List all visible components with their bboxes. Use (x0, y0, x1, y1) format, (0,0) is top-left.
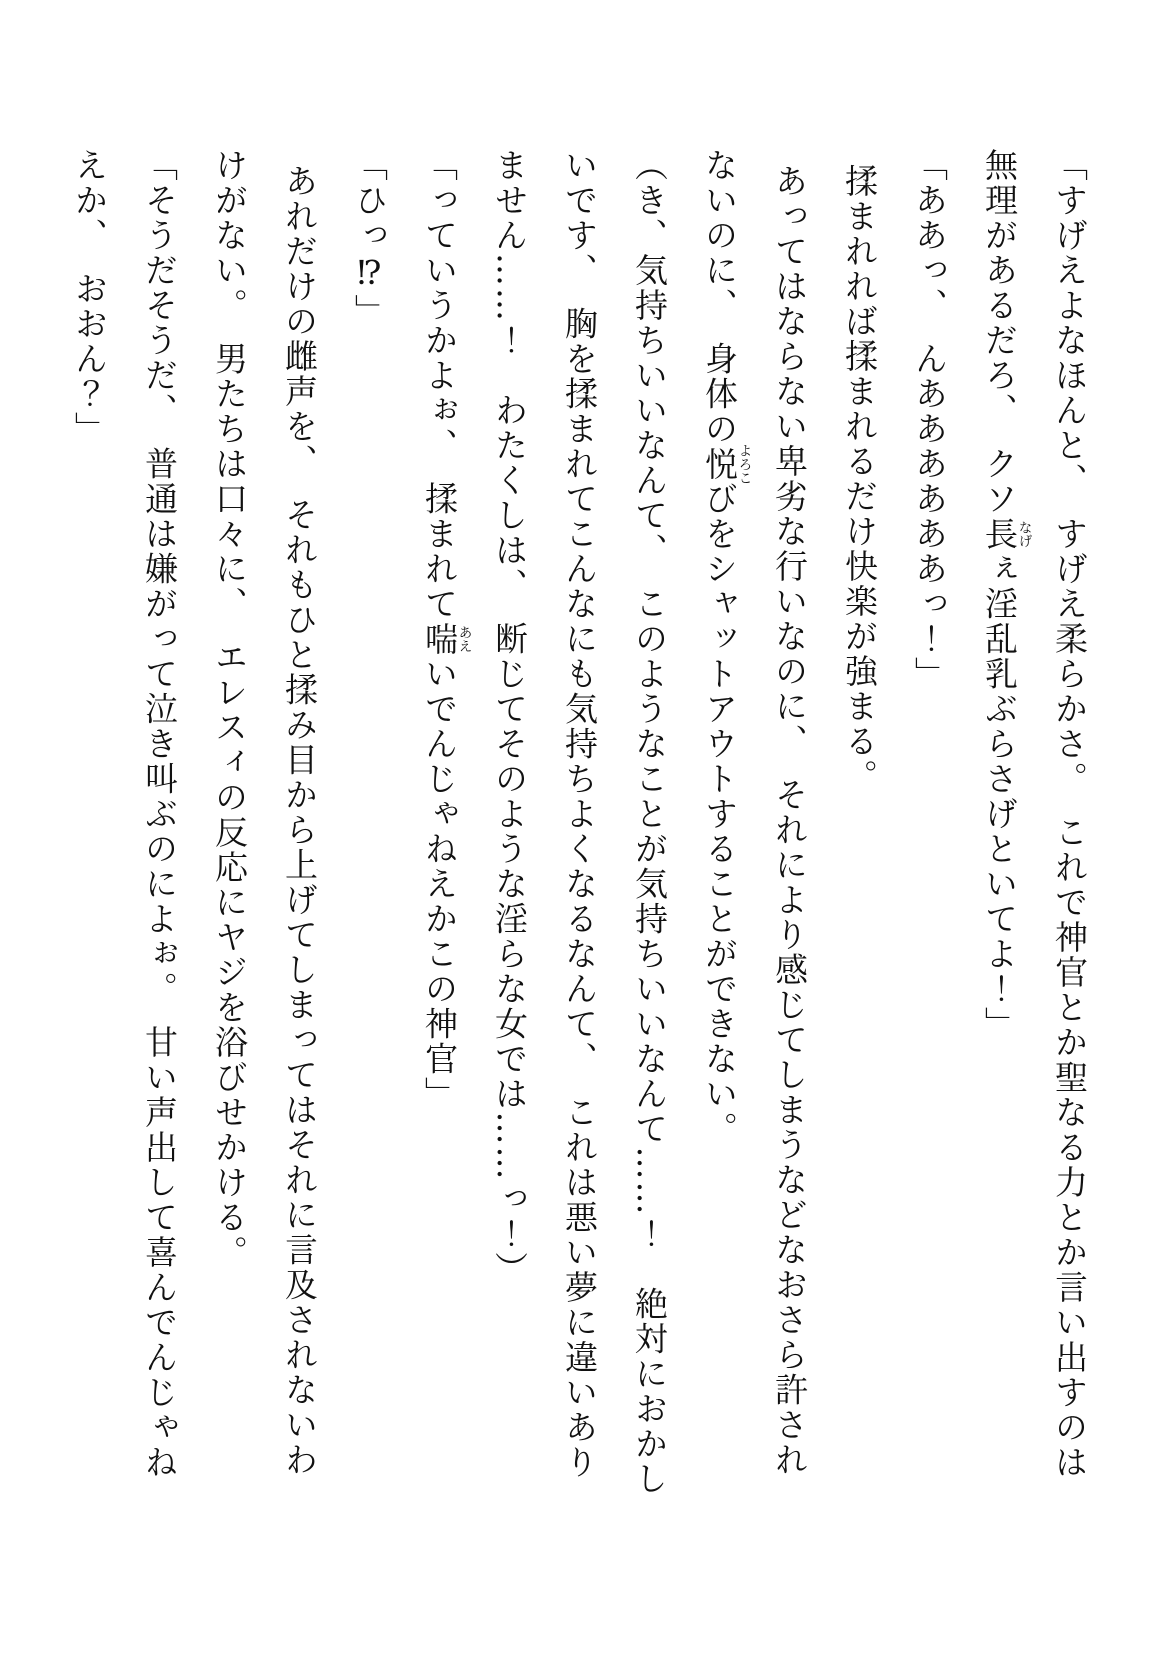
ruby-base: 喘 (420, 621, 459, 657)
text-run: あれだけの雌声を、 それもひと揉み目から上げてしまってはそれに言及されないわけがない。 男たちは口々に、 エレスィの反応にヤジを浴びせかける。 (210, 148, 319, 1478)
paragraph (684, 148, 824, 1508)
paragraph (824, 148, 894, 1508)
ruby-text: なげ (1015, 516, 1032, 552)
paragraph (404, 148, 474, 1508)
ruby-annotation (980, 516, 1032, 552)
text-run: 「すげえよなほんと、 すげえ柔らかさ。 これで神官とか聖なる力とか言い出すのは無理があるだろ、 クソ (980, 148, 1089, 1480)
text-run: 揉まれれば揉まれるだけ快楽が強まる。 (840, 164, 879, 794)
ruby-base: 悦 (700, 443, 739, 485)
paragraph (334, 148, 404, 1508)
paragraph (54, 148, 194, 1508)
paragraph (894, 148, 964, 1508)
text-run: いでんじゃねえかこの神官」 (420, 656, 459, 1112)
text-run: 「ひっ⁉」 (350, 148, 389, 329)
paragraph (474, 148, 684, 1508)
text-run: 「っていうかよぉ、 揉まれて (420, 148, 459, 622)
ruby-base: 長 (980, 516, 1019, 552)
paragraph (194, 148, 334, 1508)
paragraph (964, 148, 1104, 1508)
text-run: 「そうだそうだ、 普通は嫌がって泣き叫ぶのによぉ。 甘い声出して喜んでんじゃねえか、 おおん？」 (70, 148, 179, 1480)
ruby-text: あえ (455, 621, 472, 657)
text-run: （き、気持ちいいなんて、 このようなことが気持ちいいなんて……！ 絶対におかしいです、 胸を揉まれてこんなにも気持ちよくなるなんて、 これは悪い夢に違いありません……！ わたくしは、 断じてそのような淫らな女では……っ！） (490, 148, 669, 1497)
text-run: ぇ淫乱乳ぶらさげといてよ！」 (980, 551, 1019, 1042)
text-run: びをシャットアウトすることができない。 (700, 481, 739, 1147)
ruby-text: よろこ (735, 443, 752, 485)
text-run: 「ああっ、 んああああああっ！」 (910, 148, 949, 692)
text-block (54, 0, 1166, 1508)
ruby-annotation (420, 621, 472, 657)
ruby-annotation (700, 443, 752, 485)
text-run: あってはならない卑劣な行いなのに、 それにより感じてしまうなどなおさら許されないのに、 身体の (700, 148, 809, 1478)
